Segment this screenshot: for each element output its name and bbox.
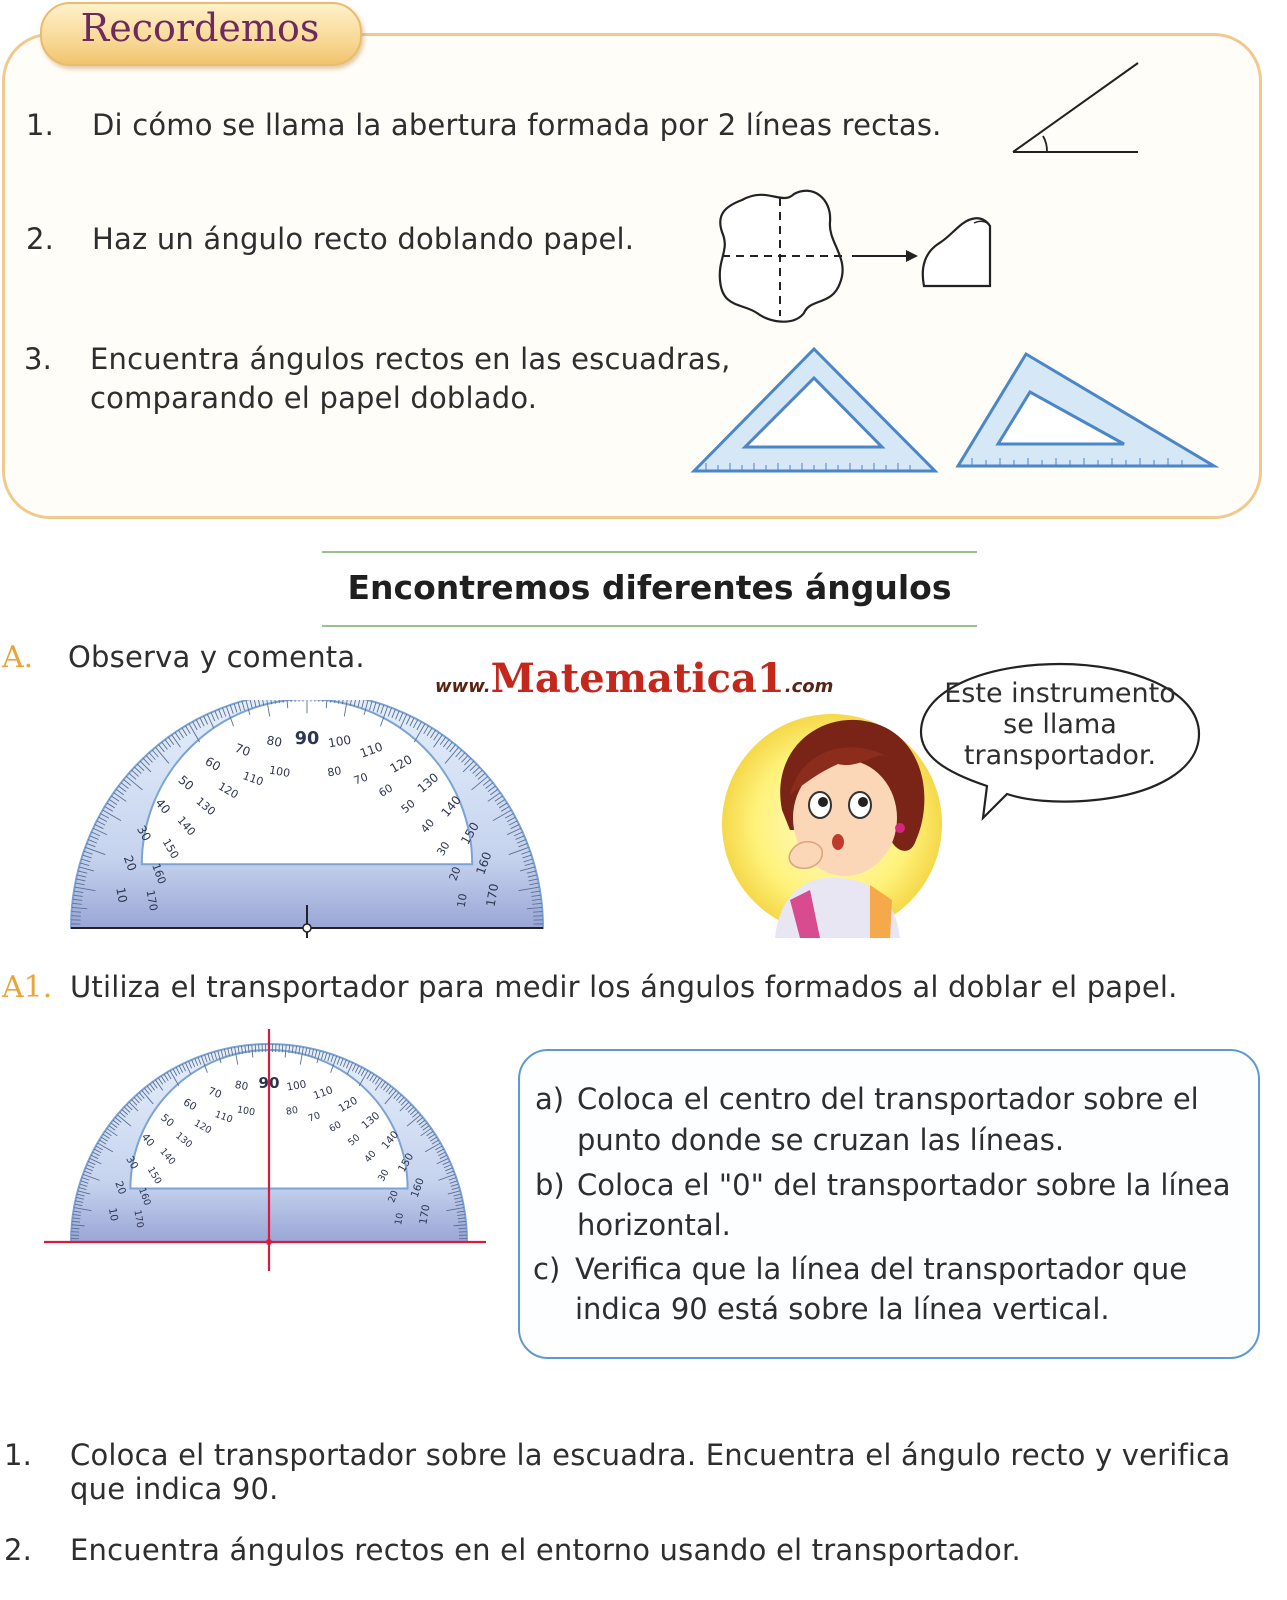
protractor-large [68, 700, 548, 940]
protractor-outer-label: 110 [311, 1084, 335, 1103]
protractor-outer-label: 170 [417, 1203, 433, 1226]
protractor-outer-label: 60 [202, 754, 224, 774]
protractor-inner-label: 170 [143, 888, 160, 912]
exercise-1-line2: que indica 90. [70, 1472, 279, 1506]
protractor-tick [71, 1228, 79, 1229]
protractor-tick [255, 1044, 256, 1052]
protractor-outer-label: 20 [112, 1179, 129, 1197]
speech-line-3: transportador. [963, 740, 1157, 771]
speech-line-2: se llama [1003, 709, 1117, 740]
section-rule-bottom [322, 625, 977, 627]
protractor-outer-label: 50 [158, 1111, 177, 1130]
protractor-outer-label: 160 [408, 1176, 427, 1200]
protractor-outer-label: 100 [327, 732, 353, 751]
protractor-outer-label: 140 [379, 1128, 402, 1152]
protractor-inner-label: 160 [136, 1186, 153, 1208]
exercise-1-number: 1. [4, 1438, 33, 1472]
protractor-inner-label: 50 [398, 797, 418, 816]
protractor-outer-label: 110 [358, 739, 385, 761]
protractor-outer-label: 170 [483, 882, 502, 908]
recall-title: Recordemos [80, 6, 320, 50]
guide-intersection-point [266, 1239, 272, 1245]
protractor-inner-label: 70 [352, 770, 370, 788]
protractor-outer-label: 150 [458, 819, 482, 847]
recall-item-3-text-line2: comparando el papel doblado. [90, 381, 538, 415]
protractor-outer-label: 80 [265, 733, 284, 750]
protractor-inner-label: 10 [454, 892, 470, 909]
protractor-center-point [303, 924, 311, 932]
protractor-inner-label: 110 [213, 1109, 235, 1126]
protractor-outer-label: 130 [359, 1109, 383, 1132]
set-square-scalene [952, 348, 1222, 474]
protractor-outer-label: 30 [123, 1154, 141, 1172]
activity-a-text: Observa y comenta. [68, 640, 365, 674]
protractor-inner-label: 130 [193, 794, 218, 819]
protractor-inner-label: 20 [386, 1189, 401, 1205]
protractor-inner-label: 160 [149, 861, 169, 886]
protractor-outer-label: 120 [387, 752, 415, 776]
protractor-outer-label: 90 [258, 1074, 280, 1093]
section-title: Encontremos diferentes ángulos [347, 568, 952, 607]
protractor-inner-label: 120 [215, 779, 241, 802]
step-a-line1: Coloca el centro del transportador sobre el [577, 1082, 1199, 1116]
protractor-outer-label: 20 [120, 853, 140, 873]
protractor-inner-label: 120 [192, 1117, 214, 1137]
protractor-inner-label: 50 [346, 1132, 363, 1149]
protractor-outer-label: 150 [395, 1151, 417, 1175]
protractor-inner-label: 100 [268, 763, 292, 781]
protractor-inner-label: 30 [434, 839, 453, 859]
protractor-inner-label: 110 [241, 769, 266, 789]
protractor-outer-label: 50 [175, 772, 197, 794]
exercise-1-line1: Coloca el transportador sobre la escuadra. Encuentra el ángulo recto y verifica [70, 1438, 1231, 1472]
protractor-inner-label: 100 [236, 1104, 256, 1119]
activity-a1-text: Utiliza el transportador para medir los ángulos formados al doblar el papel. [70, 970, 1178, 1004]
protractor-inner-label: 20 [446, 864, 464, 883]
protractor-inner-label: 40 [418, 816, 438, 836]
set-square-isosceles [690, 345, 940, 477]
protractor-outer-label: 120 [336, 1094, 360, 1116]
step-b-label: b) [535, 1168, 565, 1202]
step-c-line2: indica 90 está sobre la línea vertical. [575, 1292, 1110, 1326]
protractor-outer-label: 70 [232, 740, 253, 760]
step-b-line1: Coloca el "0" del transportador sobre la línea [577, 1168, 1231, 1202]
activity-a-letter: A. [2, 640, 34, 675]
step-c-line1: Verifica que la línea del transportador que [575, 1252, 1188, 1286]
step-b-line2: horizontal. [577, 1208, 731, 1242]
section-rule-top [322, 551, 977, 553]
protractor-outer-label: 70 [206, 1085, 224, 1102]
protractor-inner-label: 60 [376, 781, 396, 800]
protractor-outer-label: 40 [152, 795, 174, 817]
angle-illustration [1005, 55, 1150, 160]
protractor-inner-label: 30 [376, 1167, 392, 1184]
protractor-with-guides [40, 1025, 490, 1275]
protractor-tick [282, 1044, 283, 1052]
site-logo [435, 655, 833, 702]
protractor-inner-label: 60 [327, 1119, 344, 1135]
speech-bubble-text [922, 678, 1198, 771]
step-c-label: c) [533, 1252, 561, 1286]
protractor-inner-label: 130 [173, 1130, 195, 1151]
protractor-outer-label: 100 [285, 1078, 308, 1094]
protractor-inner-label: 140 [157, 1146, 178, 1168]
exercise-2-line1: Encuentra ángulos rectos en el entorno usando el transportador. [70, 1533, 1021, 1567]
activity-a1-letter: A1. [2, 970, 53, 1005]
protractor-inner-label: 40 [362, 1148, 379, 1165]
protractor-inner-label: 10 [393, 1212, 407, 1226]
protractor-outer-label: 30 [134, 823, 154, 844]
logo-suffix: .com [784, 676, 834, 697]
protractor-inner-label: 170 [131, 1209, 146, 1229]
logo-name: Matematica [490, 655, 757, 702]
recall-item-2-text: Haz un ángulo recto doblando papel. [92, 222, 635, 256]
speech-line-1: Este instrumento [944, 678, 1176, 709]
recall-item-1-number: 1. [26, 108, 55, 142]
protractor-outer-label: 160 [473, 850, 495, 877]
protractor-outer-label: 60 [181, 1096, 199, 1114]
protractor-outer-label: 40 [138, 1131, 157, 1150]
logo-prefix: www. [435, 676, 491, 697]
protractor-inner-label: 80 [326, 764, 343, 780]
recall-item-3-number: 3. [24, 342, 53, 376]
protractor-outer-label: 80 [233, 1078, 250, 1094]
protractor-inner-label: 150 [144, 1165, 164, 1187]
protractor-inner-label: 150 [159, 836, 182, 862]
protractor-outer-label: 10 [105, 1206, 121, 1223]
protractor-outer-label: 90 [294, 729, 320, 750]
exercise-2-number: 2. [4, 1533, 33, 1567]
protractor-outer-label: 140 [438, 792, 465, 820]
recall-item-2-number: 2. [26, 222, 55, 256]
protractor-inner-label: 140 [174, 813, 198, 839]
step-a-label: a) [535, 1082, 565, 1116]
protractor-tick [459, 1228, 467, 1229]
recall-item-1-text: Di cómo se llama la abertura formada por 2 líneas rectas. [92, 108, 942, 142]
logo-digit: 1 [756, 655, 785, 702]
protractor-inner-label: 70 [306, 1110, 322, 1125]
protractor-inner-label: 80 [285, 1104, 299, 1118]
protractor-outer-label: 130 [414, 770, 442, 796]
protractor-outer-label: 10 [113, 886, 130, 904]
recall-item-3-text-line1: Encuentra ángulos rectos en las escuadras, [90, 342, 731, 376]
folded-paper-illustration [712, 188, 1002, 328]
step-a-line2: punto donde se cruzan las líneas. [577, 1123, 1065, 1157]
